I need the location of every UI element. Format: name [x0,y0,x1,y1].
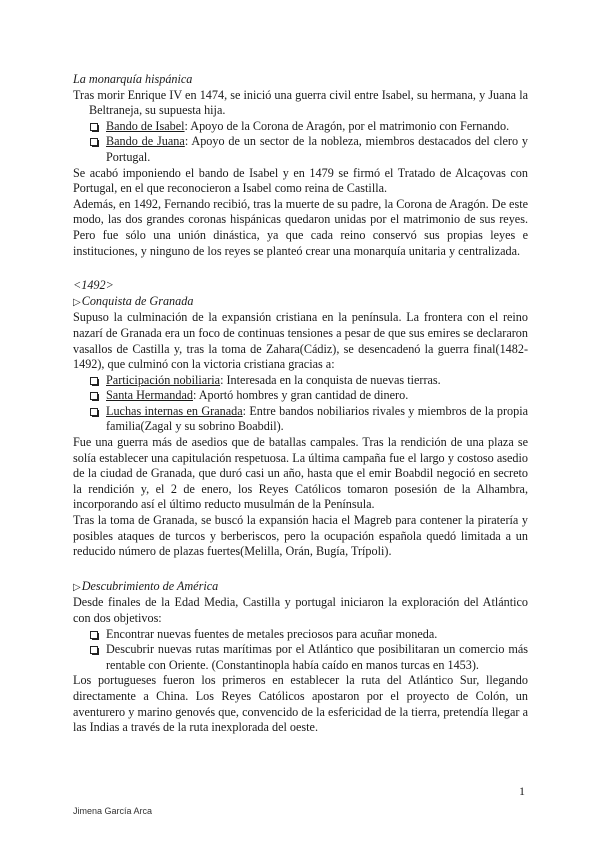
page-number: 1 [519,784,525,798]
paragraph: Se acabó imponiendo el bando de Isabel y en 1479 se firmó el Tratado de Alcaçovas con Portugal, en el que reconocieron a Isabel como reina de Castilla. [73,165,528,196]
list-item [106,642,528,673]
list-item [106,134,528,165]
bullet-term: Participación nobiliaria [106,372,221,387]
bullet-list [73,119,528,166]
list-item [106,627,528,643]
bullet-text: : Interesada en la conquista de nuevas tierras. [220,372,441,387]
bullet-term: Luchas internas en Granada [106,403,243,418]
checkbox-bullet-icon [90,377,98,385]
bullet-text: Encontrar nuevas fuentes de metales preciosos para acuñar moneda. [106,626,438,641]
paragraph: Tras la toma de Granada, se buscó la expansión hacia el Magreb para contener la piratería y posibles ataques de turcos y berberiscos, pero la ocupación española quedó limitada a un reducido número de plazas fuertes(Melilla, Orán, Bugía, Trípoli). [73,513,528,559]
checkbox-bullet-icon [90,138,98,146]
bullet-text: : Aportó hombres y gran cantidad de dinero. [192,388,409,403]
year-tag: <1492> [73,278,114,293]
list-item [106,373,528,389]
bullet-text: : Apoyo de la Corona de Aragón, por el matrimonio con Fernando. [184,118,510,133]
author-footer: Jimena García Arca [73,806,153,816]
bullet-list [73,373,528,435]
paragraph: Además, en 1492, Fernando recibió, tras la muerte de su padre, la Corona de Aragón. De este modo, las dos grandes coronas hispánicas quedaron unidas por el matrimonio de sus reyes. Pero fue sólo una unión dinástica, ya que cada reino conservó sus propias leyes e instituciones, y ninguno de los reyes se planteó crear una monarquía unitaria y centralizada. [73,196,528,258]
paragraph: Desde finales de la Edad Media, Castilla y portugal iniciaron la exploración del Atlántico con dos objetivos: [73,595,528,625]
list-item [106,119,528,135]
paragraph: Fue una guerra más de asedios que de batallas campales. Tras la rendición de una plaza se solía establecer una capitulación respetuosa. La última campaña fue el largo y costoso asedio de la ciudad de Granada, que duró casi un año, hasta que el emir Boabdil negoció en secreto la rendición y, el 2 de enero, los Reyes Católicos tomaron posesión de la Alhambra, incorporando así el último reducto musulmán de la Península. [73,435,528,512]
triangle-icon: ▷ [73,581,81,593]
triangle-icon: ▷ [73,296,81,308]
paragraph: Los portugueses fueron los primeros en establecer la ruta del Atlántico Sur, llegando directamente a China. Los Reyes Católicos apostaron por el proyecto de Colón, un aventurero y marino genovés que, convencido de la esfericidad de la tierra, pretendía llegar a las Indias a través de la ruta inexplorada del oeste. [73,673,528,735]
bullet-list [73,627,528,674]
bullet-text: : Entre bandos nobiliarios rivales y miembros de la propia familia(Zagal y su sobrino Boabdil). [106,403,528,434]
checkbox-bullet-icon [90,646,98,654]
list-item [106,404,528,435]
checkbox-bullet-icon [90,408,98,416]
subsection-title: ▷Conquista de Granada [73,293,194,308]
list-item [106,388,528,404]
bullet-term: Santa Hermandad [106,388,193,403]
bullet-text: Descubrir nuevas rutas marítimas por el Atlántico que posibilitaran un comercio más rentable con Oriente. (Constantinopla había caído en manos turcas en 1453). [106,642,528,672]
bullet-term: Bando de Isabel [106,118,185,133]
bullet-term: Bando de Juana [106,134,185,149]
document-body [73,72,528,736]
paragraph: Tras morir Enrique IV en 1474, se inició una guerra civil entre Isabel, su hermana, y Juana la Beltraneja, su supuesta hija. [73,87,528,118]
bullet-text: : Apoyo de un sector de la nobleza, miembros destacados del clero y Portugal. [106,134,529,164]
section-title: La monarquía hispánica [73,72,193,86]
subsection-title: ▷Descubrimiento de América [73,578,219,593]
paragraph: Supuso la culminación de la expansión cristiana en la península. La frontera con el reino nazarí de Granada era un foco de continuas tensiones a pesar de que sus emires se declararon vasallos de Castilla y, tras la toma de Zahara(Cádiz), se desencadenó la guerra final(1482-1492), que culminó con la victoria cristiana gracias a: [73,310,528,372]
checkbox-bullet-icon [90,631,98,639]
checkbox-bullet-icon [90,123,98,131]
checkbox-bullet-icon [90,392,98,400]
